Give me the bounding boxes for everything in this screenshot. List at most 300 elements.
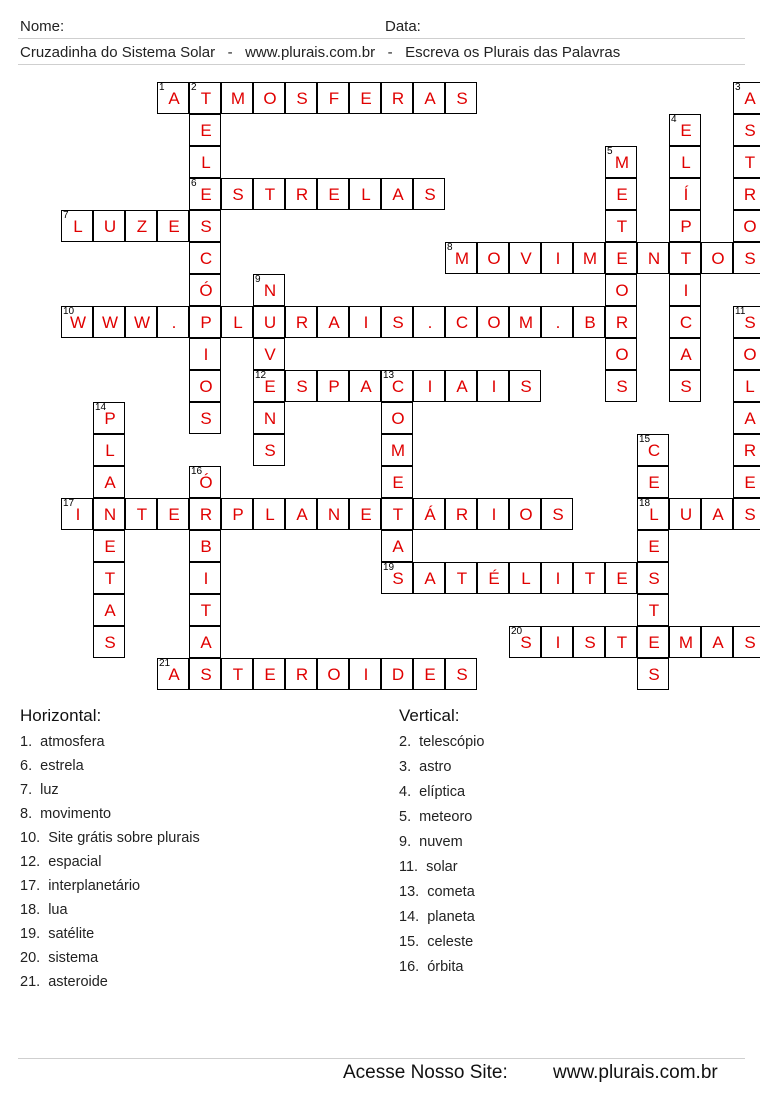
crossword-cell[interactable] bbox=[285, 658, 317, 690]
crossword-letter: . bbox=[555, 313, 561, 332]
crossword-cell[interactable] bbox=[93, 530, 125, 562]
crossword-cell[interactable] bbox=[349, 498, 381, 530]
crossword-cell[interactable] bbox=[381, 370, 413, 402]
crossword-letter: E bbox=[168, 217, 180, 236]
clue-number: 17 bbox=[63, 498, 75, 509]
crossword-cell[interactable] bbox=[541, 626, 573, 658]
clue-item: 14. planeta bbox=[399, 909, 475, 925]
crossword-letter: S bbox=[648, 665, 660, 684]
clue-number: 15 bbox=[639, 434, 651, 445]
crossword-cell[interactable] bbox=[445, 562, 477, 594]
crossword-cell[interactable] bbox=[605, 178, 637, 210]
crossword-letter: T bbox=[104, 569, 116, 588]
crossword-cell[interactable] bbox=[349, 306, 381, 338]
crossword-letter: A bbox=[424, 89, 436, 108]
clue-number: 11 bbox=[735, 306, 746, 317]
crossword-cell[interactable] bbox=[221, 82, 253, 114]
crossword-letter: S bbox=[456, 665, 468, 684]
crossword-cell[interactable] bbox=[381, 530, 413, 562]
crossword-cell[interactable] bbox=[189, 210, 221, 242]
crossword-letter: A bbox=[104, 601, 116, 620]
crossword-letter: E bbox=[424, 665, 436, 684]
crossword-letter: T bbox=[456, 569, 468, 588]
clue-number: 20 bbox=[511, 626, 523, 637]
crossword-letter: O bbox=[743, 217, 757, 236]
crossword-cell[interactable] bbox=[221, 658, 253, 690]
horizontal-clues-title: Horizontal: bbox=[20, 706, 102, 725]
crossword-letter: O bbox=[199, 377, 213, 396]
crossword-letter: N bbox=[263, 409, 277, 428]
crossword-letter: C bbox=[679, 313, 693, 332]
crossword-cell[interactable] bbox=[285, 498, 317, 530]
crossword-cell[interactable] bbox=[509, 562, 541, 594]
crossword-cell[interactable] bbox=[189, 594, 221, 626]
crossword-cell[interactable] bbox=[541, 562, 573, 594]
crossword-cell[interactable] bbox=[189, 466, 221, 498]
crossword-letter: L bbox=[681, 153, 691, 172]
crossword-cell[interactable] bbox=[733, 242, 760, 274]
crossword-letter: E bbox=[616, 185, 628, 204]
crossword-letter: O bbox=[327, 665, 341, 684]
crossword-cell[interactable] bbox=[189, 498, 221, 530]
crossword-cell[interactable] bbox=[669, 242, 701, 274]
crossword-cell[interactable] bbox=[157, 82, 189, 114]
clue-item: 7. luz bbox=[20, 782, 59, 798]
crossword-cell[interactable] bbox=[221, 498, 253, 530]
crossword-cell[interactable] bbox=[349, 178, 381, 210]
crossword-letter: A bbox=[360, 377, 372, 396]
crossword-cell[interactable] bbox=[381, 306, 413, 338]
clue-item: 15. celeste bbox=[399, 934, 474, 950]
crossword-cell[interactable] bbox=[637, 466, 669, 498]
crossword-cell[interactable] bbox=[317, 498, 349, 530]
crossword-letter: T bbox=[744, 153, 756, 172]
crossword-cell[interactable] bbox=[701, 242, 733, 274]
crossword-cell[interactable] bbox=[669, 274, 701, 306]
crossword-letter: T bbox=[584, 569, 596, 588]
crossword-cell[interactable] bbox=[61, 498, 93, 530]
crossword-cell[interactable] bbox=[669, 146, 701, 178]
crossword-cell[interactable] bbox=[125, 306, 157, 338]
crossword-cell[interactable] bbox=[317, 178, 349, 210]
crossword-cell[interactable] bbox=[157, 306, 189, 338]
crossword-cell[interactable] bbox=[445, 658, 477, 690]
crossword-cell[interactable] bbox=[413, 498, 445, 530]
crossword-cell[interactable] bbox=[61, 210, 93, 242]
crossword-letter: O bbox=[615, 281, 629, 300]
crossword-cell[interactable] bbox=[157, 658, 189, 690]
crossword-letter: R bbox=[615, 313, 629, 332]
crossword-cell[interactable] bbox=[445, 370, 477, 402]
crossword-cell[interactable] bbox=[637, 626, 669, 658]
name-label: Nome: bbox=[20, 18, 65, 35]
crossword-letter: R bbox=[295, 185, 309, 204]
crossword-cell[interactable] bbox=[189, 370, 221, 402]
crossword-letter: P bbox=[232, 505, 244, 524]
crossword-letter: S bbox=[520, 377, 532, 396]
crossword-letter: L bbox=[521, 569, 531, 588]
crossword-letter: R bbox=[455, 505, 469, 524]
crossword-cell[interactable] bbox=[445, 82, 477, 114]
crossword-cell[interactable] bbox=[733, 498, 760, 530]
crossword-cell[interactable] bbox=[349, 370, 381, 402]
crossword-letter: S bbox=[296, 377, 308, 396]
clue-item: 19. satélite bbox=[20, 926, 95, 942]
crossword-letter: B bbox=[584, 313, 596, 332]
crossword-letter: A bbox=[744, 409, 756, 428]
crossword-cell[interactable] bbox=[413, 370, 445, 402]
clue-number: 2 bbox=[191, 82, 197, 93]
crossword-letter: E bbox=[200, 185, 212, 204]
crossword-cell[interactable] bbox=[349, 658, 381, 690]
crossword-letter: A bbox=[296, 505, 308, 524]
crossword-letter: E bbox=[648, 633, 660, 652]
crossword-cell[interactable] bbox=[637, 530, 669, 562]
crossword-cell[interactable] bbox=[61, 306, 93, 338]
crossword-cell[interactable] bbox=[541, 242, 573, 274]
crossword-letter: A bbox=[456, 377, 468, 396]
crossword-letter: W bbox=[69, 313, 87, 332]
worksheet-subtitle: Cruzadinha do Sistema Solar - www.plurais.com.br - Escreva os Plurais das Palavras bbox=[20, 44, 621, 61]
crossword-letter: I bbox=[555, 249, 561, 268]
crossword-cell[interactable] bbox=[253, 402, 285, 434]
crossword-cell[interactable] bbox=[605, 146, 637, 178]
crossword-letter: E bbox=[360, 505, 372, 524]
crossword-cell[interactable] bbox=[285, 306, 317, 338]
crossword-letter: M bbox=[518, 313, 534, 332]
crossword-cell[interactable] bbox=[125, 498, 157, 530]
crossword-cell[interactable] bbox=[701, 626, 733, 658]
crossword-cell[interactable] bbox=[285, 82, 317, 114]
clue-item: 1. atmosfera bbox=[20, 734, 105, 750]
crossword-letter: I bbox=[363, 313, 369, 332]
crossword-cell[interactable] bbox=[509, 306, 541, 338]
crossword-cell[interactable] bbox=[733, 306, 760, 338]
crossword-cell[interactable] bbox=[477, 562, 509, 594]
crossword-cell[interactable] bbox=[413, 178, 445, 210]
crossword-cell[interactable] bbox=[733, 114, 760, 146]
crossword-cell[interactable] bbox=[445, 306, 477, 338]
crossword-letter: L bbox=[233, 313, 243, 332]
crossword-letter: O bbox=[487, 249, 501, 268]
clue-number: 18 bbox=[639, 498, 651, 509]
crossword-letter: R bbox=[743, 441, 757, 460]
crossword-cell[interactable] bbox=[637, 658, 669, 690]
crossword-cell[interactable] bbox=[733, 434, 760, 466]
crossword-cell[interactable] bbox=[541, 498, 573, 530]
clue-item: 4. elíptica bbox=[399, 784, 466, 800]
crossword-cell[interactable] bbox=[253, 82, 285, 114]
crossword-cell[interactable] bbox=[285, 370, 317, 402]
crossword-cell[interactable] bbox=[221, 306, 253, 338]
clue-item: 13. cometa bbox=[399, 884, 475, 900]
crossword-letter: T bbox=[648, 601, 660, 620]
crossword-cell[interactable] bbox=[413, 562, 445, 594]
crossword-cell[interactable] bbox=[637, 594, 669, 626]
crossword-cell[interactable] bbox=[93, 562, 125, 594]
crossword-cell[interactable] bbox=[605, 306, 637, 338]
crossword-letter: S bbox=[680, 377, 692, 396]
crossword-letter: E bbox=[648, 473, 660, 492]
crossword-cell[interactable] bbox=[381, 562, 413, 594]
crossword-letter: E bbox=[264, 377, 276, 396]
crossword-cell[interactable] bbox=[189, 658, 221, 690]
crossword-cell[interactable] bbox=[189, 114, 221, 146]
crossword-cell[interactable] bbox=[93, 306, 125, 338]
crossword-cell[interactable] bbox=[189, 402, 221, 434]
crossword-letter: A bbox=[424, 569, 436, 588]
crossword-cell[interactable] bbox=[93, 498, 125, 530]
crossword-cell[interactable] bbox=[605, 338, 637, 370]
crossword-cell[interactable] bbox=[637, 562, 669, 594]
crossword-letter: A bbox=[168, 89, 180, 108]
crossword-letter: L bbox=[73, 217, 83, 236]
crossword-cell[interactable] bbox=[733, 626, 760, 658]
crossword-cell[interactable] bbox=[477, 498, 509, 530]
crossword-cell[interactable] bbox=[93, 402, 125, 434]
crossword-cell[interactable] bbox=[733, 178, 760, 210]
crossword-cell[interactable] bbox=[573, 562, 605, 594]
crossword-cell[interactable] bbox=[221, 178, 253, 210]
crossword-letter: I bbox=[683, 281, 689, 300]
crossword-cell[interactable] bbox=[541, 306, 573, 338]
crossword-letter: M bbox=[678, 633, 694, 652]
clue-item: 9. nuvem bbox=[399, 834, 463, 850]
crossword-cell[interactable] bbox=[413, 658, 445, 690]
crossword-cell[interactable] bbox=[509, 498, 541, 530]
crossword-cell[interactable] bbox=[189, 338, 221, 370]
clue-item: 17. interplanetário bbox=[20, 878, 141, 894]
crossword-cell[interactable] bbox=[413, 82, 445, 114]
crossword-letter: M bbox=[582, 249, 598, 268]
crossword-letter: M bbox=[454, 249, 470, 268]
crossword-letter: E bbox=[392, 473, 404, 492]
crossword-cell[interactable] bbox=[605, 370, 637, 402]
crossword-letter: S bbox=[200, 217, 212, 236]
crossword-cell[interactable] bbox=[285, 178, 317, 210]
vertical-clues-title: Vertical: bbox=[399, 706, 460, 725]
crossword-cell[interactable] bbox=[317, 82, 349, 114]
crossword-cell[interactable] bbox=[669, 114, 701, 146]
crossword-cell[interactable] bbox=[669, 178, 701, 210]
crossword-cell[interactable] bbox=[381, 82, 413, 114]
crossword-letter: R bbox=[295, 313, 309, 332]
crossword-cell[interactable] bbox=[189, 178, 221, 210]
crossword-cell[interactable] bbox=[605, 242, 637, 274]
crossword-cell[interactable] bbox=[733, 338, 760, 370]
crossword-letter: S bbox=[104, 633, 116, 652]
crossword-letter: R bbox=[295, 665, 309, 684]
crossword-cell[interactable] bbox=[317, 658, 349, 690]
crossword-cell[interactable] bbox=[573, 626, 605, 658]
clue-item: 11. solar bbox=[399, 859, 458, 875]
crossword-cell[interactable] bbox=[669, 626, 701, 658]
crossword-letter: A bbox=[680, 345, 692, 364]
clue-number: 19 bbox=[383, 562, 395, 573]
crossword-cell[interactable] bbox=[733, 82, 760, 114]
crossword-cell[interactable] bbox=[637, 434, 669, 466]
crossword-cell[interactable] bbox=[605, 210, 637, 242]
crossword-cell[interactable] bbox=[509, 242, 541, 274]
crossword-cell[interactable] bbox=[189, 530, 221, 562]
crossword-cell[interactable] bbox=[157, 498, 189, 530]
crossword-letter: N bbox=[327, 505, 341, 524]
crossword-letter: I bbox=[203, 569, 209, 588]
crossword-cell[interactable] bbox=[477, 306, 509, 338]
crossword-cell[interactable] bbox=[93, 466, 125, 498]
crossword-cell[interactable] bbox=[253, 274, 285, 306]
crossword-cell[interactable] bbox=[733, 210, 760, 242]
crossword-letter: E bbox=[104, 537, 116, 556]
crossword-cell[interactable] bbox=[189, 626, 221, 658]
crossword-cell[interactable] bbox=[509, 370, 541, 402]
crossword-letter: S bbox=[744, 313, 756, 332]
crossword-cell[interactable] bbox=[669, 338, 701, 370]
crossword-cell[interactable] bbox=[189, 274, 221, 306]
crossword-letter: T bbox=[136, 505, 148, 524]
crossword-cell[interactable] bbox=[317, 306, 349, 338]
crossword-cell[interactable] bbox=[573, 242, 605, 274]
footer-url[interactable]: www.plurais.com.br bbox=[553, 1062, 718, 1083]
crossword-letter: W bbox=[133, 313, 151, 332]
crossword-cell[interactable] bbox=[253, 178, 285, 210]
crossword-letter: S bbox=[424, 185, 436, 204]
crossword-letter: R bbox=[743, 185, 757, 204]
clue-number: 16 bbox=[191, 466, 203, 477]
clue-item: 21. asteroide bbox=[20, 974, 108, 990]
crossword-cell[interactable] bbox=[93, 434, 125, 466]
crossword-letter: A bbox=[392, 537, 404, 556]
crossword-cell[interactable] bbox=[637, 498, 669, 530]
crossword-letter: L bbox=[105, 441, 115, 460]
crossword-cell[interactable] bbox=[93, 210, 125, 242]
crossword-cell[interactable] bbox=[317, 370, 349, 402]
crossword-letter: E bbox=[264, 665, 276, 684]
crossword-cell[interactable] bbox=[381, 402, 413, 434]
crossword-letter: É bbox=[488, 569, 500, 588]
crossword-letter: R bbox=[199, 505, 213, 524]
clue-item: 2. telescópio bbox=[399, 734, 485, 750]
crossword-cell[interactable] bbox=[189, 146, 221, 178]
crossword-cell[interactable] bbox=[733, 370, 760, 402]
crossword-cell[interactable] bbox=[701, 498, 733, 530]
crossword-letter: N bbox=[647, 249, 661, 268]
crossword-letter: S bbox=[584, 633, 596, 652]
crossword-letter: C bbox=[455, 313, 469, 332]
crossword-letter: A bbox=[104, 473, 116, 492]
crossword-cell[interactable] bbox=[189, 562, 221, 594]
crossword-cell[interactable] bbox=[605, 274, 637, 306]
crossword-letter: E bbox=[360, 89, 372, 108]
crossword-cell[interactable] bbox=[189, 242, 221, 274]
crossword-cell[interactable] bbox=[93, 594, 125, 626]
crossword-letter: A bbox=[744, 89, 756, 108]
crossword-cell[interactable] bbox=[253, 338, 285, 370]
crossword-cell[interactable] bbox=[157, 210, 189, 242]
crossword-cell[interactable] bbox=[637, 242, 669, 274]
crossword-letter: I bbox=[555, 569, 561, 588]
clue-item: 8. movimento bbox=[20, 806, 112, 822]
crossword-cell[interactable] bbox=[381, 178, 413, 210]
crossword-cell[interactable] bbox=[253, 434, 285, 466]
crossword-letter: E bbox=[616, 249, 628, 268]
crossword-letter: V bbox=[264, 345, 276, 364]
crossword-cell[interactable] bbox=[477, 242, 509, 274]
crossword-letter: Ó bbox=[199, 473, 213, 492]
crossword-letter: C bbox=[391, 377, 405, 396]
date-label: Data: bbox=[385, 18, 421, 35]
crossword-cell[interactable] bbox=[733, 402, 760, 434]
crossword-letter: S bbox=[744, 249, 756, 268]
clue-number: 7 bbox=[63, 210, 69, 221]
crossword-cell[interactable] bbox=[573, 306, 605, 338]
crossword-cell[interactable] bbox=[477, 370, 509, 402]
crossword-cell[interactable] bbox=[669, 210, 701, 242]
crossword-cell[interactable] bbox=[733, 466, 760, 498]
crossword-cell[interactable] bbox=[445, 498, 477, 530]
crossword-cell[interactable] bbox=[381, 466, 413, 498]
crossword-cell[interactable] bbox=[93, 626, 125, 658]
crossword-letter: N bbox=[103, 505, 117, 524]
crossword-cell[interactable] bbox=[253, 306, 285, 338]
clue-number: 4 bbox=[671, 114, 677, 125]
crossword-cell[interactable] bbox=[605, 562, 637, 594]
crossword-letter: I bbox=[491, 505, 497, 524]
crossword-cell[interactable] bbox=[605, 626, 637, 658]
crossword-letter: C bbox=[199, 249, 213, 268]
crossword-cell[interactable] bbox=[669, 306, 701, 338]
crossword-letter: E bbox=[648, 537, 660, 556]
crossword-cell[interactable] bbox=[381, 434, 413, 466]
crossword-cell[interactable] bbox=[253, 658, 285, 690]
crossword-cell[interactable] bbox=[125, 210, 157, 242]
crossword-letter: B bbox=[200, 537, 212, 556]
crossword-cell[interactable] bbox=[189, 82, 221, 114]
crossword-letter: S bbox=[456, 89, 468, 108]
crossword-letter: E bbox=[328, 185, 340, 204]
crossword-letter: T bbox=[680, 249, 692, 268]
crossword-letter: S bbox=[200, 409, 212, 428]
crossword-cell[interactable] bbox=[733, 146, 760, 178]
crossword-cell[interactable] bbox=[413, 306, 445, 338]
crossword-cell[interactable] bbox=[509, 626, 541, 658]
crossword-cell[interactable] bbox=[253, 498, 285, 530]
clue-item: 16. órbita bbox=[399, 959, 464, 975]
crossword-letter: L bbox=[265, 505, 275, 524]
crossword-cell[interactable] bbox=[669, 370, 701, 402]
crossword-cell[interactable] bbox=[381, 658, 413, 690]
crossword-letter: P bbox=[680, 217, 692, 236]
crossword-letter: S bbox=[392, 313, 404, 332]
crossword-cell[interactable] bbox=[381, 498, 413, 530]
crossword-cell[interactable] bbox=[669, 498, 701, 530]
crossword-letter: Z bbox=[136, 217, 148, 236]
crossword-letter: T bbox=[232, 665, 244, 684]
clue-number: 5 bbox=[607, 146, 613, 157]
crossword-letter: S bbox=[744, 633, 756, 652]
crossword-cell[interactable] bbox=[253, 370, 285, 402]
crossword-letter: O bbox=[743, 345, 757, 364]
crossword-cell[interactable] bbox=[349, 82, 381, 114]
crossword-letter: S bbox=[744, 505, 756, 524]
crossword-letter: E bbox=[200, 121, 212, 140]
crossword-letter: E bbox=[744, 473, 756, 492]
crossword-letter: U bbox=[263, 313, 277, 332]
clue-item: 12. espacial bbox=[20, 854, 102, 870]
crossword-cell[interactable] bbox=[445, 242, 477, 274]
crossword-letter: S bbox=[392, 569, 404, 588]
crossword-cell[interactable] bbox=[189, 306, 221, 338]
